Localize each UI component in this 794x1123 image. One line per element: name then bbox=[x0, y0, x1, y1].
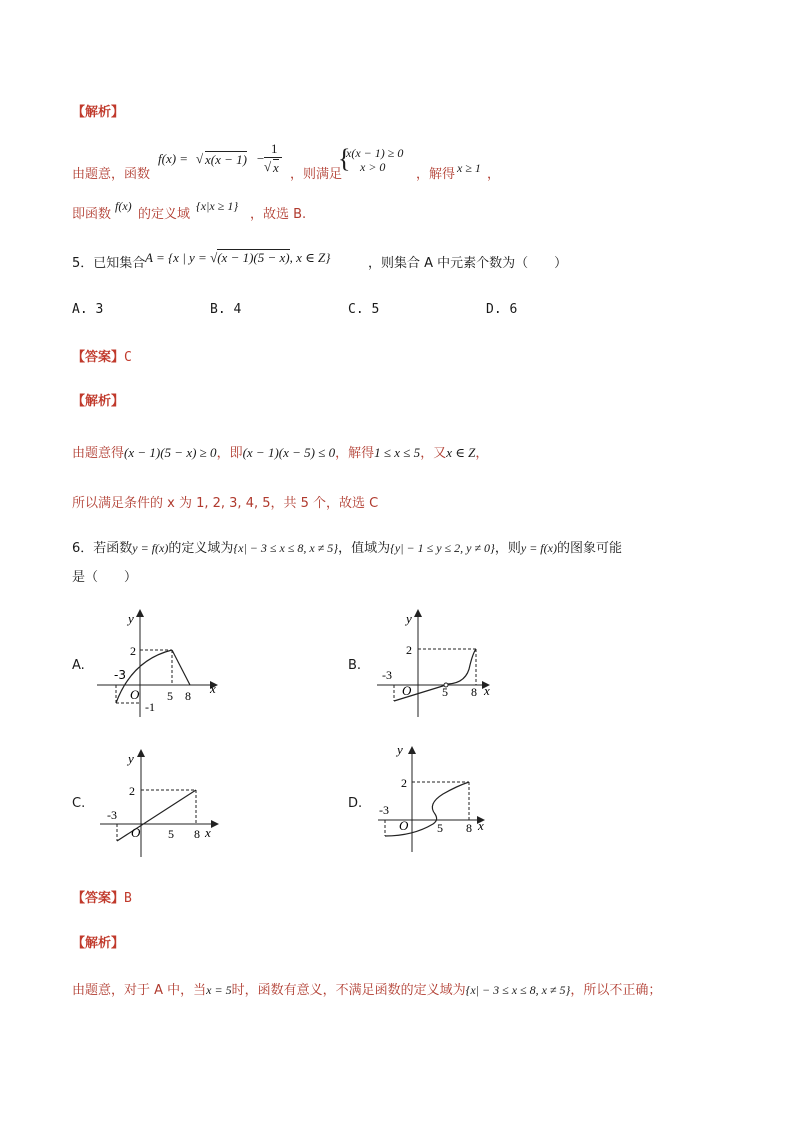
q4-solution-line2 bbox=[72, 203, 111, 222]
answer-label-text: 【答案】 bbox=[72, 891, 125, 906]
tick-5: 5 bbox=[442, 685, 448, 699]
math: x ∈ Z bbox=[446, 445, 476, 460]
axis-y-label: y bbox=[128, 751, 134, 766]
text: ， bbox=[475, 446, 489, 461]
math: y = f(x) bbox=[132, 541, 169, 555]
axis-x-label: x bbox=[478, 818, 484, 833]
tick-2: 2 bbox=[401, 776, 407, 790]
math: (x − 1)(x − 5) ≤ 0 bbox=[242, 445, 336, 460]
text: ，解得 bbox=[335, 446, 375, 461]
origin: O bbox=[399, 818, 409, 833]
func-minus: − bbox=[256, 151, 265, 166]
option-a: A. 3 bbox=[72, 302, 104, 317]
tick-5: 5 bbox=[437, 821, 443, 835]
analysis-label: 【解析】 bbox=[72, 936, 125, 951]
text: 由题意，对于 A 中，当 bbox=[72, 983, 207, 998]
axis-y-label: y bbox=[128, 611, 134, 626]
tick-neg1: -1 bbox=[145, 700, 155, 714]
tick-neg3: -3 bbox=[107, 808, 117, 822]
q5-stem-prefix: 5．已知集合 bbox=[72, 256, 146, 271]
q5-set-expression bbox=[145, 250, 330, 266]
answer-label bbox=[72, 887, 132, 906]
text: 6．若函数 bbox=[72, 541, 133, 556]
graph-b-label: B. bbox=[348, 658, 362, 673]
math: y = f(x) bbox=[520, 541, 557, 555]
text: 由题意，函数 bbox=[72, 167, 151, 182]
tick-5: 5 bbox=[167, 689, 173, 703]
func-denominator: x bbox=[273, 160, 279, 175]
analysis-label: 【解析】 bbox=[72, 394, 125, 409]
math: {y| − 1 ≤ y ≤ 2, y ≠ 0} bbox=[390, 541, 495, 555]
analysis-label: 【解析】 bbox=[72, 105, 125, 120]
origin: O bbox=[131, 825, 141, 840]
q4-function-expression bbox=[158, 141, 288, 187]
math: x ≥ 1 bbox=[457, 161, 481, 175]
math: {x|x ≥ 1} bbox=[196, 199, 239, 213]
tick-8: 8 bbox=[194, 827, 200, 841]
tick-8: 8 bbox=[471, 685, 477, 699]
q5-stem-suffix: ，则集合 A 中元素个数为（ ） bbox=[368, 256, 568, 271]
sqrt-sign: √ bbox=[210, 250, 218, 265]
text: ，又 bbox=[420, 446, 447, 461]
text: ，值域为 bbox=[338, 541, 391, 556]
math: A = {x | y = bbox=[145, 250, 211, 265]
tick-neg3: -3 bbox=[114, 668, 126, 682]
tick-2: 2 bbox=[129, 784, 135, 798]
text: ，解得 bbox=[416, 167, 456, 182]
text: 的图象可能 bbox=[556, 541, 622, 556]
text: ，所以不正确； bbox=[570, 983, 662, 998]
answer-value: B bbox=[124, 891, 132, 906]
graph-c bbox=[95, 745, 230, 860]
origin: O bbox=[402, 683, 412, 698]
radicand: (x − 1)(5 − x) bbox=[217, 250, 290, 265]
tick-5: 5 bbox=[168, 827, 174, 841]
origin: O bbox=[130, 687, 140, 702]
math: 1 ≤ x ≤ 5 bbox=[374, 445, 421, 460]
answer-label-text: 【答案】 bbox=[72, 350, 125, 365]
math: , x ∈ Z} bbox=[289, 250, 331, 265]
q6-stem-line1 bbox=[72, 537, 622, 556]
text: 由题意得 bbox=[72, 446, 125, 461]
sqrt-sign: √ bbox=[264, 159, 272, 174]
graph-a-label: A. bbox=[72, 658, 85, 673]
option-b: B. 4 bbox=[210, 302, 242, 317]
graph-d-label: D. bbox=[348, 796, 363, 811]
math: {x| − 3 ≤ x ≤ 8, x ≠ 5} bbox=[465, 983, 571, 997]
answer-value: C bbox=[124, 350, 132, 365]
text: ， bbox=[487, 167, 501, 182]
tick-8: 8 bbox=[466, 821, 472, 835]
math: f(x) bbox=[115, 199, 132, 213]
tick-neg3: -3 bbox=[382, 668, 392, 682]
sqrt-sign: √ bbox=[196, 151, 204, 166]
q6-solution-line bbox=[72, 979, 661, 998]
fraction-bar bbox=[264, 157, 282, 158]
text: 的定义域 bbox=[138, 207, 191, 222]
graph-d bbox=[373, 740, 503, 855]
answer-label bbox=[72, 346, 132, 365]
tick-2: 2 bbox=[406, 643, 412, 657]
math: x = 5 bbox=[206, 983, 232, 997]
tick-neg3: -3 bbox=[379, 803, 389, 817]
func-radicand: x(x − 1) bbox=[205, 152, 247, 167]
math: {x| − 3 ≤ x ≤ 8, x ≠ 5} bbox=[233, 541, 339, 555]
graph-c-label: C. bbox=[72, 796, 86, 811]
option-c: C. 5 bbox=[348, 302, 380, 317]
text: ，则 bbox=[494, 541, 521, 556]
tick-2: 2 bbox=[130, 644, 136, 658]
axis-x-label: x bbox=[205, 825, 211, 840]
math: (x − 1)(5 − x) ≥ 0 bbox=[124, 445, 217, 460]
text: 即函数 bbox=[72, 207, 112, 222]
q5-solution-line1 bbox=[72, 442, 488, 461]
axis-x-label: x bbox=[484, 683, 490, 698]
graph-a bbox=[92, 605, 232, 720]
text: ，故选 B. bbox=[250, 207, 307, 222]
axis-y-label: y bbox=[397, 742, 403, 757]
option-d: D. 6 bbox=[486, 302, 518, 317]
func-left: f(x) = bbox=[158, 151, 189, 166]
system-row-2: x > 0 bbox=[360, 160, 386, 174]
axis-y-label: y bbox=[406, 611, 412, 626]
text: ，即 bbox=[216, 446, 243, 461]
brace: { bbox=[338, 144, 351, 173]
text: ，则满足 bbox=[290, 167, 343, 182]
text: 的定义域为 bbox=[168, 541, 234, 556]
system-row-1: x(x − 1) ≥ 0 bbox=[346, 146, 404, 160]
axis-x-label: x bbox=[210, 681, 216, 696]
tick-8: 8 bbox=[185, 689, 191, 703]
q5-solution-line2: 所以满足条件的 x 为 1, 2, 3, 4, 5，共 5 个，故选 C bbox=[72, 496, 379, 511]
graph-b bbox=[372, 605, 502, 720]
q4-solution-line1 bbox=[72, 163, 150, 182]
text: 时，函数有意义，不满足函数的定义域为 bbox=[231, 983, 466, 998]
func-numerator: 1 bbox=[271, 141, 278, 156]
q6-stem-line2: 是（ ） bbox=[72, 570, 138, 585]
